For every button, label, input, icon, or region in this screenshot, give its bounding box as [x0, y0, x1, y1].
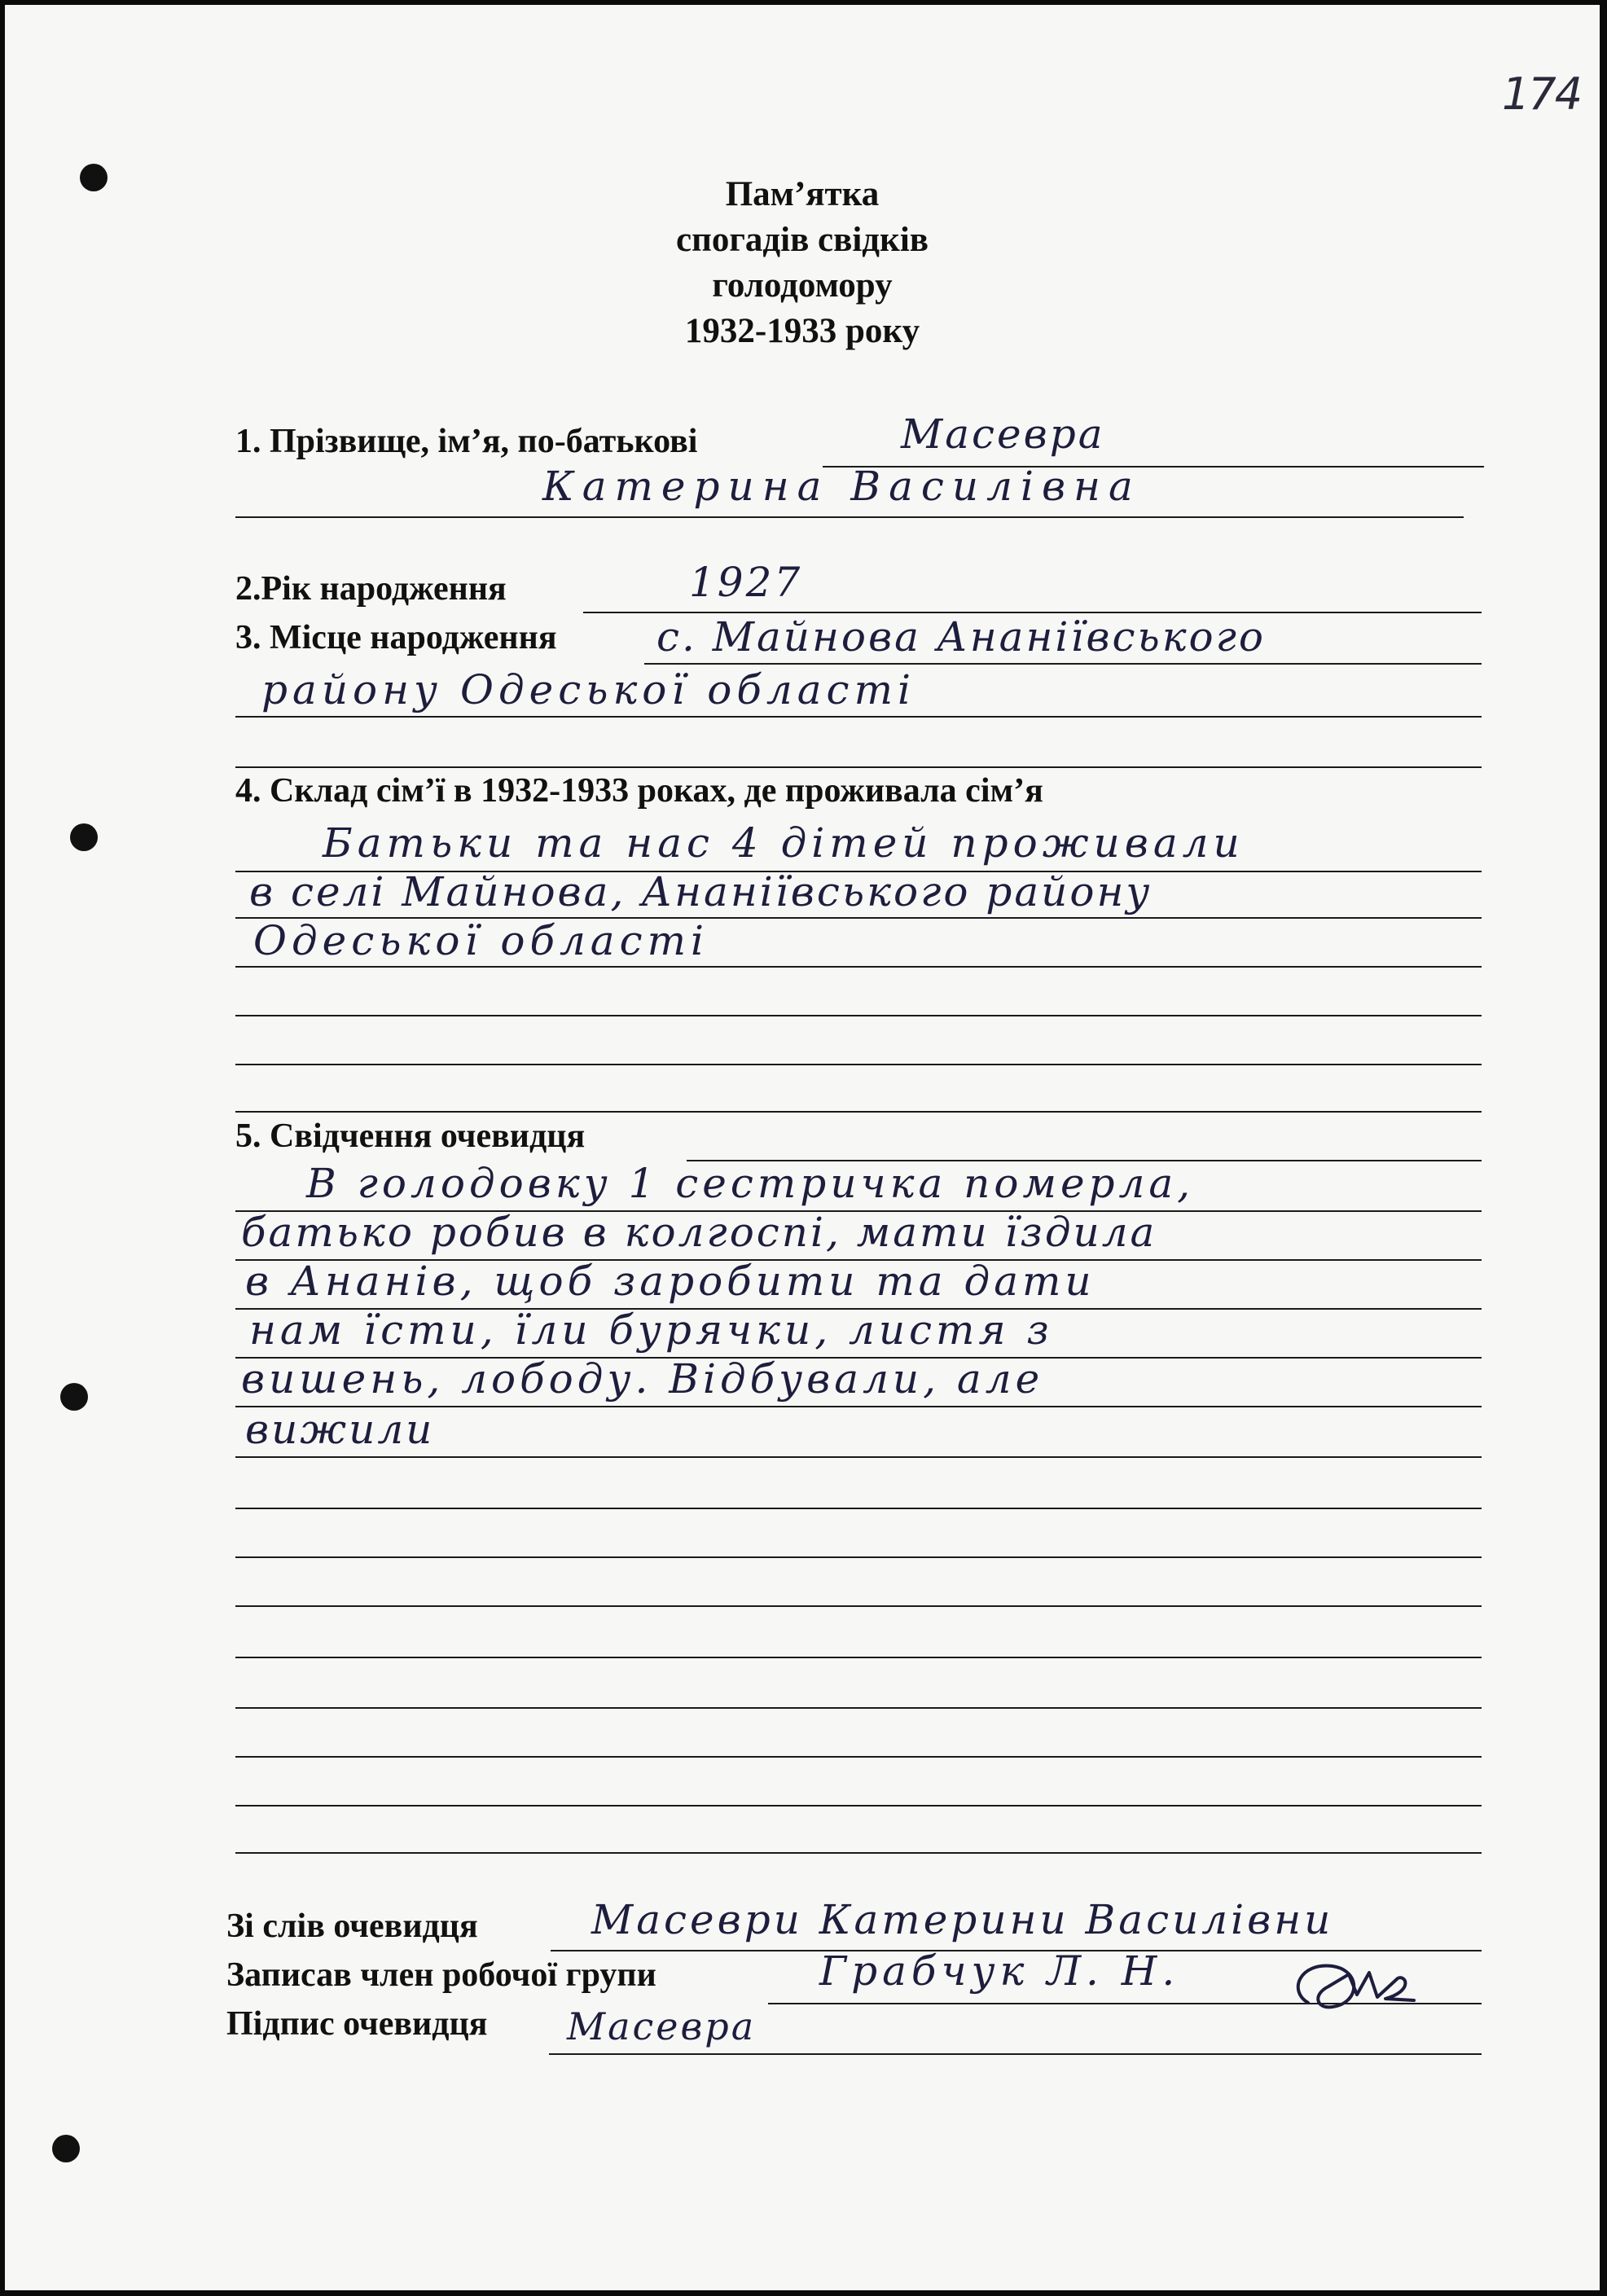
rule [235, 1707, 1482, 1709]
birthplace-line-2: району Одеської області [261, 666, 915, 713]
rule [235, 1852, 1482, 1854]
rule [235, 1756, 1482, 1758]
title-line-1: Пам’ятка [725, 175, 880, 213]
rule [235, 966, 1482, 968]
from-words-label: Зі слів очевидця [226, 1907, 478, 1945]
archive-number: 174 [1502, 68, 1582, 120]
birth-year-label: 2.Рік народження [235, 570, 507, 608]
family-line-3: Одеської області [253, 917, 709, 964]
rule [235, 716, 1482, 718]
name-label: 1. Прізвище, ім’я, по-батькові [235, 423, 698, 460]
rule [235, 1015, 1482, 1016]
recorded-by-label: Записав член робочої групи [226, 1956, 656, 1994]
birth-year-value: 1927 [689, 559, 803, 606]
family-label: 4. Склад сім’ї в 1932-1933 роках, де проживала сім’я [235, 772, 1043, 810]
rule [235, 1456, 1482, 1458]
rule [235, 1657, 1482, 1658]
family-line-1: Батьки та нас 4 дітей проживали [323, 819, 1245, 867]
testimony-line-6: вижили [245, 1406, 435, 1453]
punch-hole-2 [70, 823, 98, 851]
rule [235, 1556, 1482, 1558]
punch-hole-3 [60, 1383, 88, 1411]
rule [235, 1508, 1482, 1509]
title-line-4: 1932-1933 року [684, 312, 920, 350]
testimony-line-5: вишень, лободу. Відбували, але [241, 1355, 1044, 1403]
from-words-value: Масеври Катерини Василівни [591, 1896, 1334, 1943]
recorded-by-value: Грабчук Л. Н. [819, 1947, 1180, 1995]
rule [235, 1111, 1482, 1113]
name-line-1: Масевра [901, 410, 1105, 458]
signature-label: Підпис очевидця [226, 2005, 488, 2043]
rule [235, 766, 1482, 768]
family-line-2: в селі Майнова, Ананіївського району [249, 868, 1153, 915]
document-title [5, 172, 1600, 354]
title-line-3: голодомору [712, 266, 893, 305]
rule [644, 663, 1482, 665]
rule [235, 1805, 1482, 1807]
rule [235, 516, 1464, 518]
birthplace-label: 3. Місце народження [235, 619, 557, 656]
birthplace-line-1: с. Майнова Ананіївського [656, 613, 1267, 661]
recorder-signature [1284, 1958, 1422, 2015]
testimony-label: 5. Свідчення очевидця [235, 1117, 586, 1155]
testimony-line-1: В голодовку 1 сестричка померла, [306, 1160, 1195, 1207]
rule [235, 1064, 1482, 1065]
testimony-line-2: батько робив в колгоспі, мати їздила [241, 1209, 1157, 1256]
punch-hole-4 [52, 2135, 80, 2162]
document-page [5, 5, 1600, 2290]
testimony-line-3: в Ананів, щоб заробити та дати [245, 1258, 1095, 1305]
testimony-line-4: нам їсти, їли бурячки, листя з [249, 1306, 1053, 1354]
rule [235, 1605, 1482, 1607]
name-line-2: Катерина Василівна [542, 463, 1141, 510]
rule [549, 2053, 1482, 2055]
witness-signature: Масевра [567, 2004, 757, 2048]
title-line-2: спогадів свідків [675, 221, 929, 259]
